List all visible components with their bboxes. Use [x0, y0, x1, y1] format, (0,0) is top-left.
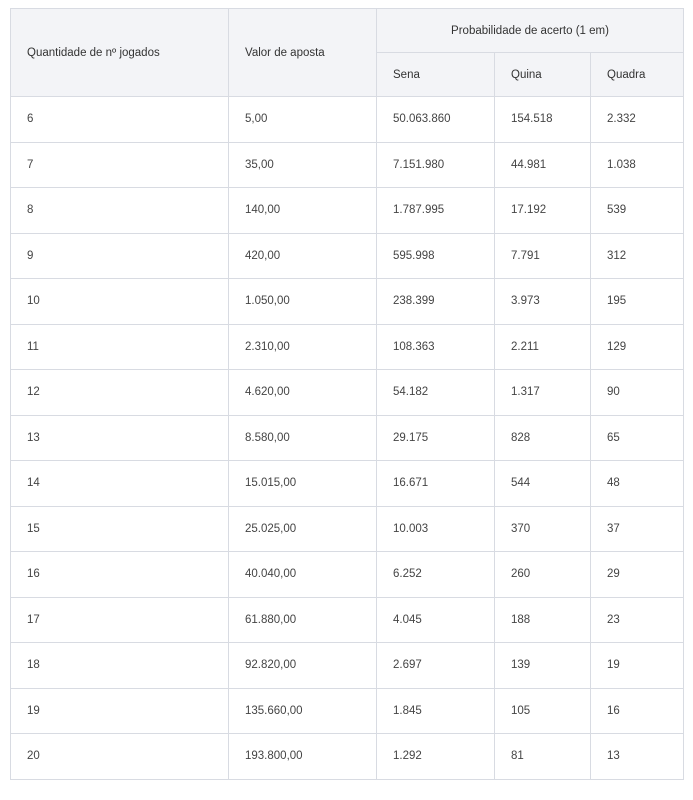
cell-sena: 238.399: [377, 279, 495, 325]
cell-quina: 139: [495, 643, 591, 689]
cell-quantidade: 10: [11, 279, 229, 325]
header-sena: Sena: [377, 53, 495, 97]
cell-quina: 7.791: [495, 233, 591, 279]
cell-valor: 5,00: [229, 97, 377, 143]
cell-valor: 15.015,00: [229, 461, 377, 507]
header-quina: Quina: [495, 53, 591, 97]
cell-sena: 108.363: [377, 324, 495, 370]
cell-sena: 50.063.860: [377, 97, 495, 143]
cell-quadra: 129: [591, 324, 684, 370]
cell-quantidade: 15: [11, 506, 229, 552]
cell-quina: 370: [495, 506, 591, 552]
cell-sena: 2.697: [377, 643, 495, 689]
cell-sena: 595.998: [377, 233, 495, 279]
table-row: [11, 279, 684, 325]
cell-quadra: 48: [591, 461, 684, 507]
cell-quantidade: 16: [11, 552, 229, 598]
cell-sena: 1.292: [377, 734, 495, 780]
cell-quadra: 23: [591, 597, 684, 643]
cell-quina: 105: [495, 688, 591, 734]
cell-quantidade: 9: [11, 233, 229, 279]
table-row: [11, 415, 684, 461]
cell-quina: 544: [495, 461, 591, 507]
cell-quantidade: 18: [11, 643, 229, 689]
cell-quadra: 37: [591, 506, 684, 552]
cell-quadra: 1.038: [591, 142, 684, 188]
cell-quadra: 16: [591, 688, 684, 734]
cell-quadra: 195: [591, 279, 684, 325]
cell-valor: 193.800,00: [229, 734, 377, 780]
cell-quina: 3.973: [495, 279, 591, 325]
cell-quadra: 29: [591, 552, 684, 598]
cell-valor: 61.880,00: [229, 597, 377, 643]
cell-valor: 25.025,00: [229, 506, 377, 552]
table-row: [11, 188, 684, 234]
cell-quantidade: 7: [11, 142, 229, 188]
cell-quadra: 65: [591, 415, 684, 461]
cell-quina: 828: [495, 415, 591, 461]
cell-valor: 4.620,00: [229, 370, 377, 416]
cell-quantidade: 11: [11, 324, 229, 370]
table-row: [11, 233, 684, 279]
cell-sena: 1.845: [377, 688, 495, 734]
table-row: [11, 688, 684, 734]
cell-quadra: 2.332: [591, 97, 684, 143]
table-body: [11, 97, 684, 780]
cell-valor: 2.310,00: [229, 324, 377, 370]
cell-quantidade: 14: [11, 461, 229, 507]
cell-quina: 260: [495, 552, 591, 598]
cell-quina: 81: [495, 734, 591, 780]
cell-sena: 4.045: [377, 597, 495, 643]
cell-quantidade: 12: [11, 370, 229, 416]
cell-valor: 420,00: [229, 233, 377, 279]
header-quantidade: Quantidade de nº jogados: [11, 9, 229, 97]
cell-valor: 35,00: [229, 142, 377, 188]
cell-quadra: 13: [591, 734, 684, 780]
cell-quantidade: 19: [11, 688, 229, 734]
table-row: [11, 506, 684, 552]
header-valor: Valor de aposta: [229, 9, 377, 97]
cell-quadra: 539: [591, 188, 684, 234]
table-row: [11, 324, 684, 370]
cell-valor: 40.040,00: [229, 552, 377, 598]
cell-valor: 135.660,00: [229, 688, 377, 734]
cell-sena: 16.671: [377, 461, 495, 507]
cell-quina: 188: [495, 597, 591, 643]
header-quadra: Quadra: [591, 53, 684, 97]
table-row: [11, 734, 684, 780]
cell-sena: 6.252: [377, 552, 495, 598]
header-probabilidade: Probabilidade de acerto (1 em): [377, 9, 684, 53]
cell-quadra: 19: [591, 643, 684, 689]
cell-quina: 44.981: [495, 142, 591, 188]
table-row: [11, 597, 684, 643]
table-row: [11, 97, 684, 143]
table-row: [11, 461, 684, 507]
cell-quantidade: 20: [11, 734, 229, 780]
table-row: [11, 370, 684, 416]
cell-sena: 1.787.995: [377, 188, 495, 234]
cell-sena: 10.003: [377, 506, 495, 552]
cell-quina: 154.518: [495, 97, 591, 143]
cell-valor: 140,00: [229, 188, 377, 234]
cell-quadra: 90: [591, 370, 684, 416]
cell-sena: 7.151.980: [377, 142, 495, 188]
table-row: [11, 552, 684, 598]
cell-valor: 1.050,00: [229, 279, 377, 325]
cell-valor: 92.820,00: [229, 643, 377, 689]
cell-quantidade: 17: [11, 597, 229, 643]
cell-quadra: 312: [591, 233, 684, 279]
cell-quina: 2.211: [495, 324, 591, 370]
cell-sena: 29.175: [377, 415, 495, 461]
cell-quantidade: 6: [11, 97, 229, 143]
table-row: [11, 142, 684, 188]
cell-quina: 1.317: [495, 370, 591, 416]
cell-quantidade: 13: [11, 415, 229, 461]
probability-table: [10, 8, 684, 780]
cell-quantidade: 8: [11, 188, 229, 234]
table-row: [11, 643, 684, 689]
cell-quina: 17.192: [495, 188, 591, 234]
cell-sena: 54.182: [377, 370, 495, 416]
cell-valor: 8.580,00: [229, 415, 377, 461]
